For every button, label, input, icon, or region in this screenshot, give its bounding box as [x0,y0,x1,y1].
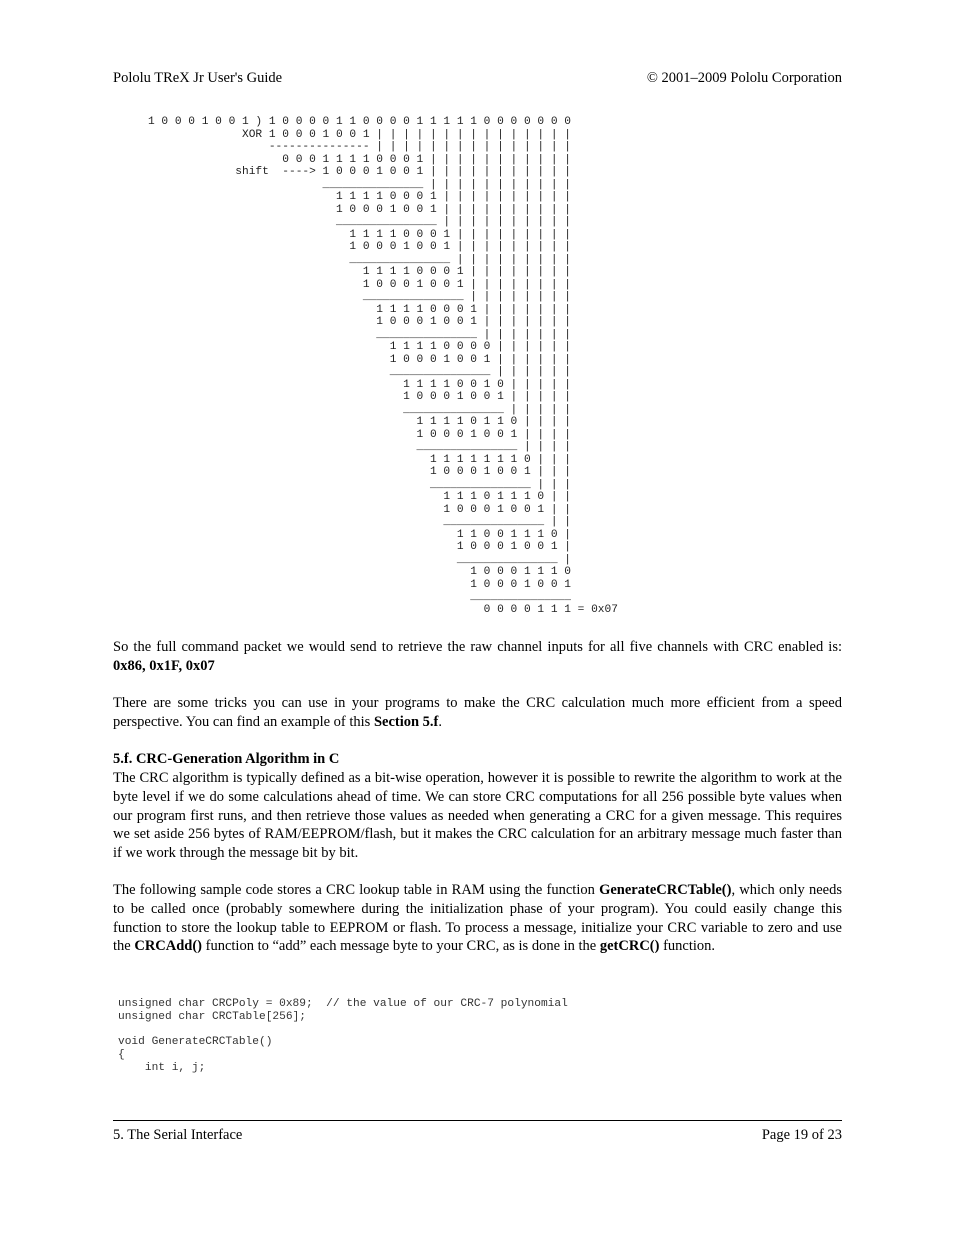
paragraph-text: , which only needs to be called once (probably somewhere during the initialization phase of your program). You could easily change this function to store the lookup table to EEPROM or flash. To process a message, initialize your CRC variable to zero and use the [113,882,842,955]
function-name: getCRC() [599,938,660,955]
paragraph-text: function. [659,938,716,955]
crc-algorithm-paragraph: The CRC algorithm is typically defined as a bit-wise operation, however it is possible to rewrite the algorithm to work at the byte level if we do some calculations ahead of time. We can store CRC computations for all 256 possible byte values when our program first runs, and then retrieve those values as needed when generating a CRC for a given message. This requires we set aside 256 bytes of RAM/EEPROM/flash, but it makes the CRC calculation for an arbitrary message much faster than if we work through the message bit by bit. [113,770,842,862]
function-name: GenerateCRCTable() [599,882,732,898]
section-reference: Section 5.f [373,713,439,730]
header-copyright: © 2001–2009 Pololu Corporation [646,70,842,86]
footer-divider [113,1120,842,1121]
function-name: CRCAdd() [134,938,203,955]
page-header [113,70,842,90]
paragraph-text: function to “add” each message byte to your CRC, as is done in the [202,938,600,955]
crc-division-diagram: 1 0 0 0 1 0 0 1 ) 1 0 0 0 0 1 1 0 0 0 0 1 1 1 1 1 0 0 0 0 0 0 0 XOR 1 0 0 0 1 0 0 1 | | | | | | | | | | | | | | | --------------- | | | | | | | | | | | | | | | 0 0 0 1 1 1 1 0 0 0 1 | | | | | | | | | | | shift ----> 1 0 0 0 1 0 0 1 | | | | | | | | | | | _______________ | | | | | | | | | | | 1 1 1 1 0 0 0 1 | | | | | | | | | | 1 0 0 0 1 0 0 1 | | | | | | | | | | _______________ | | | | | | | | | | 1 1 1 1 0 0 0 1 | | | | | | | | | 1 0 0 0 1 0 0 1 | | | | | | | | | _______________ | | | | | | | | | 1 1 1 1 0 0 0 1 | | | | | | | | 1 0 0 0 1 0 0 1 | | | | | | | | _______________ | | | | | | | | 1 1 1 1 0 0 0 1 | | | | | | | 1 0 0 0 1 0 0 1 | | | | | | | _______________ | | | | | | | 1 1 1 1 0 0 0 0 | | | | | | 1 0 0 0 1 0 0 1 | | | | | | _______________ | | | | | | 1 1 1 1 0 0 1 0 | | | | | 1 0 0 0 1 0 0 1 | | | | | _______________ | | | | | 1 1 1 1 0 1 1 0 | | | | 1 0 0 0 1 0 0 1 | | | | _______________ | | | | 1 1 1 1 1 1 1 0 | | | 1 0 0 0 1 0 0 1 | | | _______________ | | | 1 1 1 0 1 1 1 0 | | 1 0 0 0 1 0 0 1 | | _______________ | | 1 1 0 0 1 1 1 0 | 1 0 0 0 1 0 0 1 | _______________ | 1 0 0 0 1 1 1 0 1 0 0 0 1 0 0 1 _______________ 0 0 0 0 1 1 1 = 0x07 [148,116,618,616]
paragraph-text: There are some tricks you can use in your programs to make the CRC calculation much more efficient from a speed perspective. You can find an example of this [113,695,842,730]
code-block: unsigned char CRCPoly = 0x89; // the value of our CRC-7 polynomial unsigned char CRCTable[256]; void GenerateCRCTable() { int i, j; [118,998,568,1074]
command-packet-paragraph [113,638,842,676]
paragraph-text: The following sample code stores a CRC lookup table in RAM using the function [113,882,600,898]
sample-code-paragraph [113,881,842,956]
header-title: Pololu TReX Jr User's Guide [113,70,283,86]
page-number: Page 19 of 23 [761,1127,842,1143]
page-footer [113,1127,842,1147]
paragraph-text: . [438,713,442,730]
tricks-paragraph [113,694,842,732]
paragraph-text: So the full command packet we would send to retrieve the raw channel inputs for all five channels with CRC enabled is: [113,639,842,655]
command-packet-bytes: 0x86, 0x1F, 0x07 [113,657,215,674]
section-heading: 5.f. CRC-Generation Algorithm in C [113,751,340,767]
footer-section: 5. The Serial Interface [113,1127,243,1143]
